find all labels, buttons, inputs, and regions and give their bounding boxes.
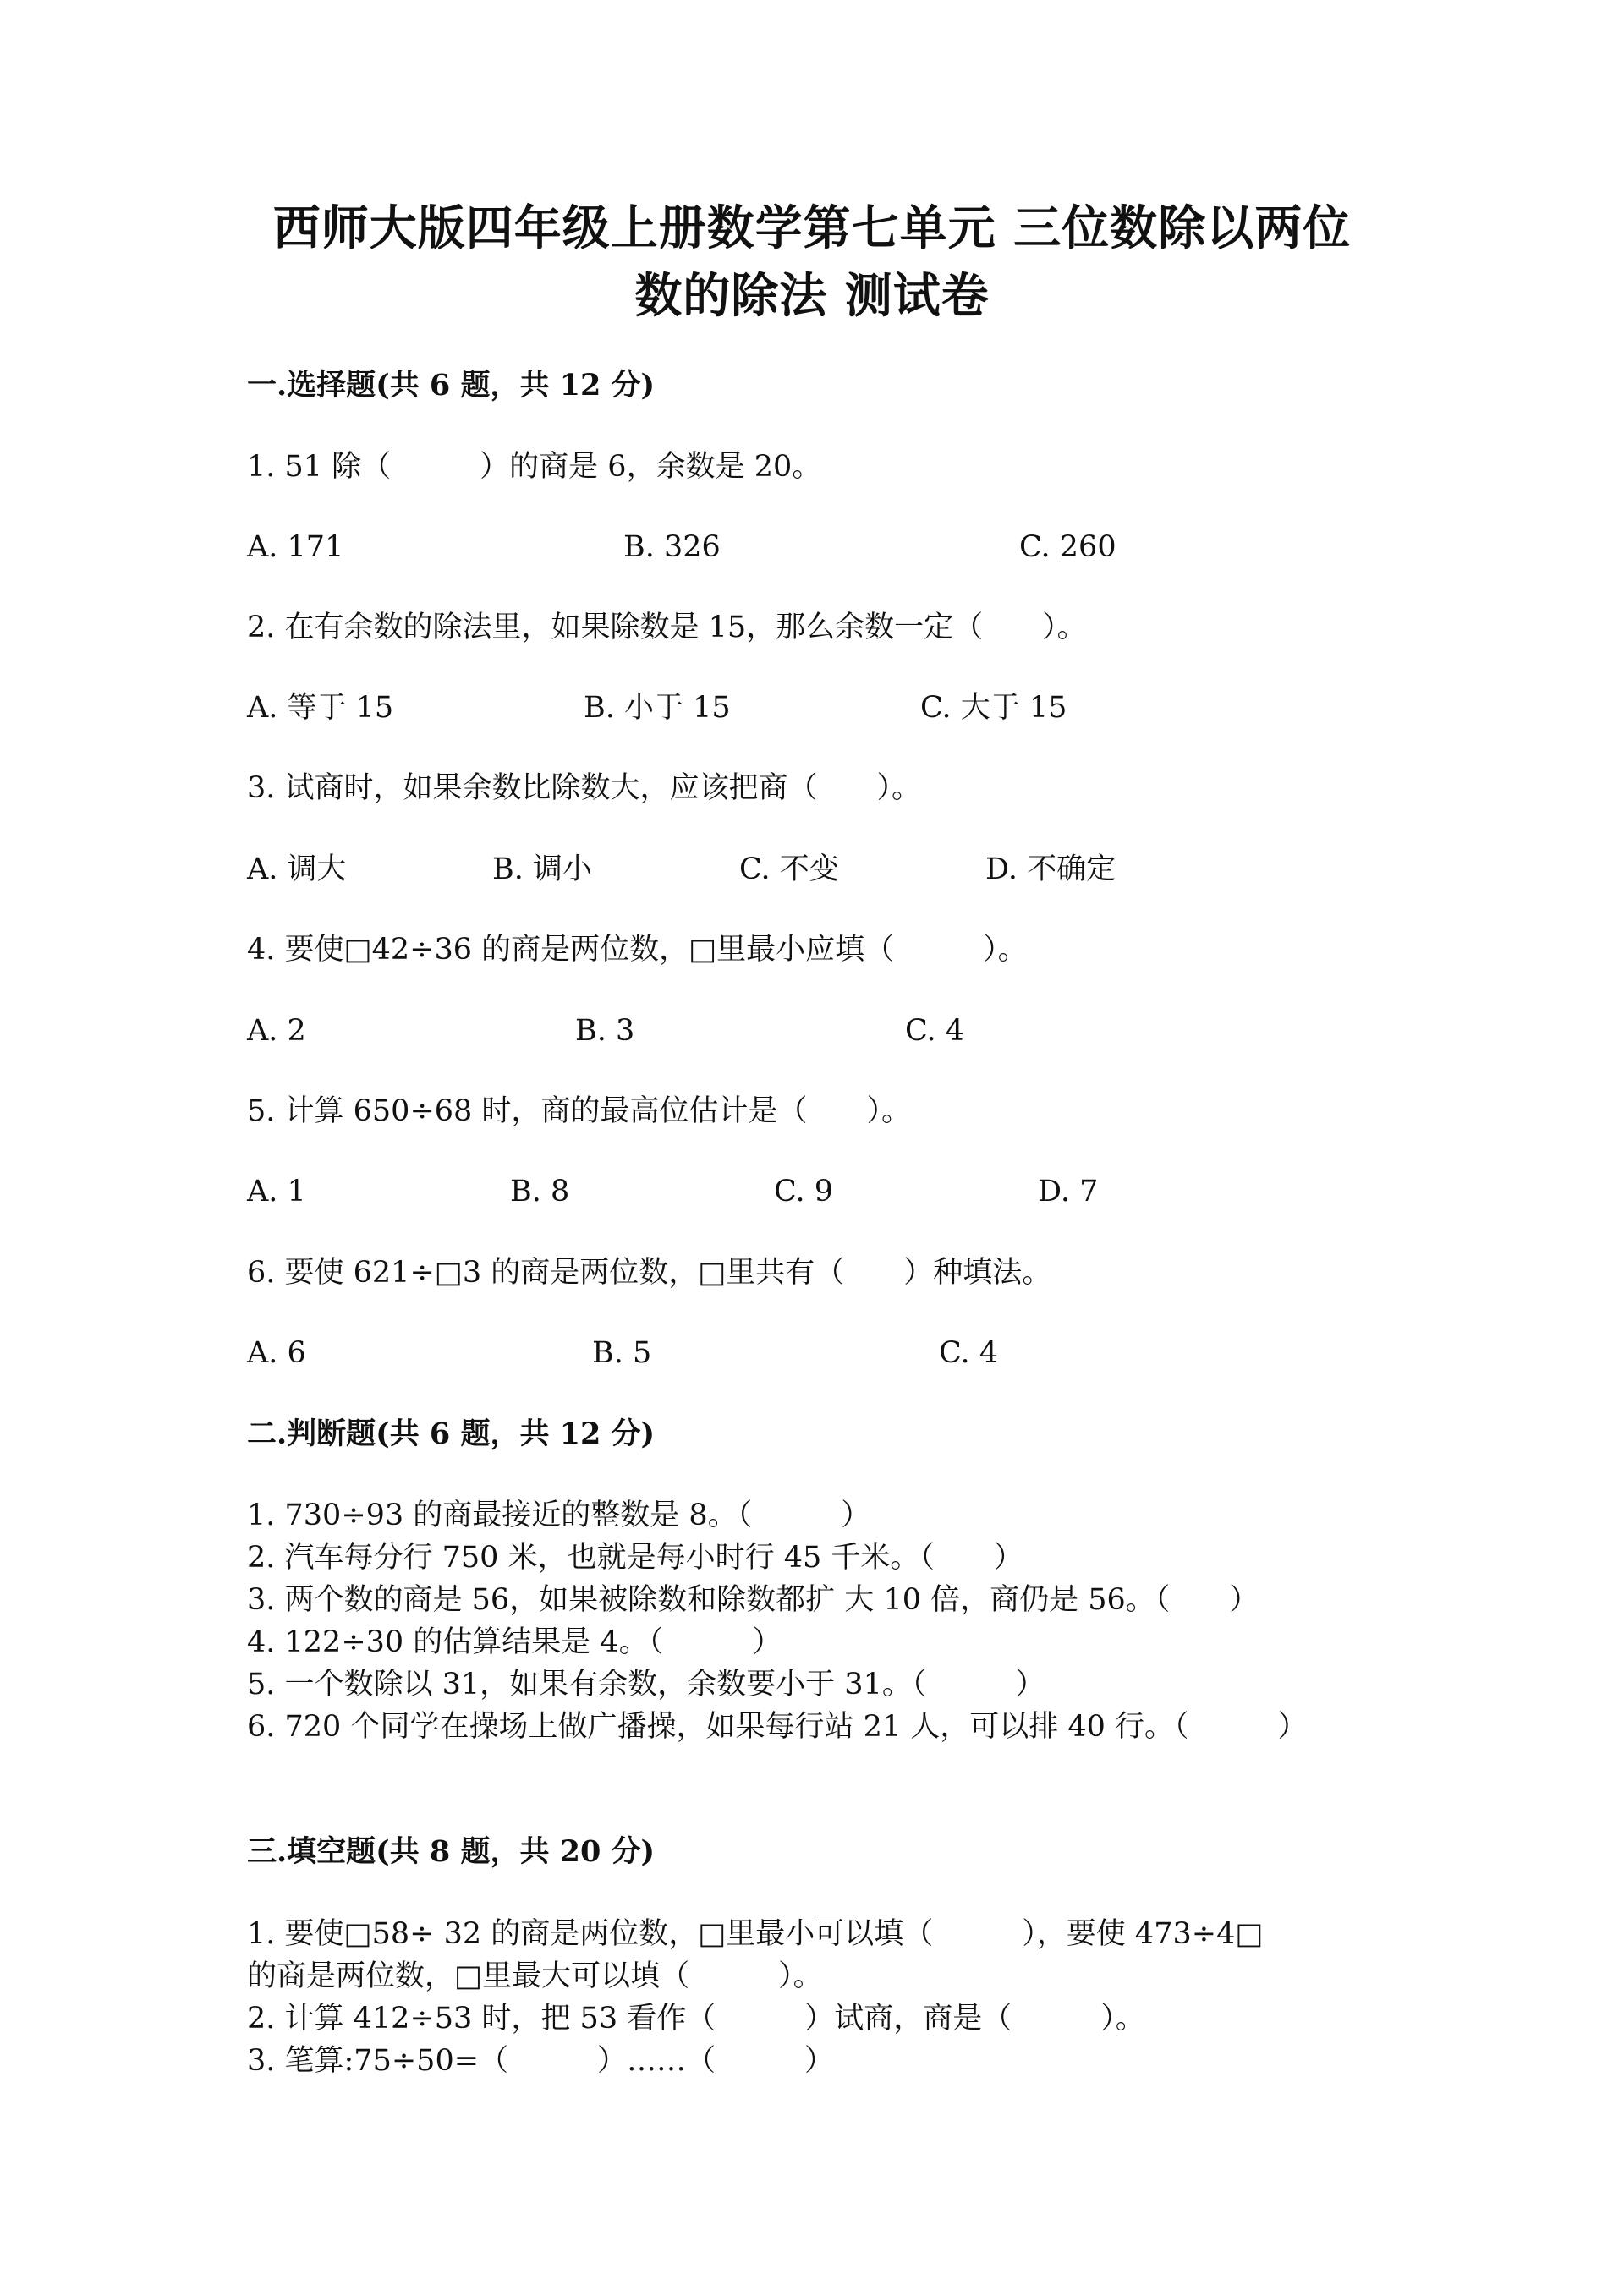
choice-question-2: 2. 在有余数的除法里，如果除数是 15，那么余数一定（ ）。 — [247, 611, 1087, 644]
choice-question-6: 6. 要使 621÷□3 的商是两位数，□里共有（ ）种填法。 — [247, 1256, 1052, 1290]
choice-q5-option-d: D. 7 — [1038, 1175, 1099, 1208]
judgement-question-2: 2. 汽车每分行 750 米，也就是每小时行 45 千米。（ ） — [247, 1541, 1023, 1575]
choice-q2-option-b: B. 小于 15 — [584, 691, 731, 725]
choice-q5-option-b: B. 8 — [510, 1175, 570, 1208]
choice-question-3: 3. 试商时，如果余数比除数大，应该把商（ ）。 — [247, 771, 922, 805]
choice-q5-option-a: A. 1 — [247, 1175, 306, 1208]
choice-q1-option-b: B. 326 — [623, 530, 721, 564]
page-title-line-1: 西师大版四年级上册数学第七单元 三位数除以两位 — [272, 200, 1352, 256]
judgement-question-4: 4. 122÷30 的估算结果是 4。（ ） — [247, 1625, 782, 1659]
fill-question-3: 3. 笔算:75÷50=（ ）……（ ） — [247, 2044, 835, 2078]
page-title-line-2: 数的除法 测试卷 — [634, 268, 990, 324]
choice-q4-option-c: C. 4 — [905, 1014, 965, 1048]
choice-question-5: 5. 计算 650÷68 时，商的最高位估计是（ ）。 — [247, 1094, 911, 1128]
section-heading-choice: 一.选择题(共 6 题，共 12 分) — [247, 368, 656, 403]
choice-q3-option-b: B. 调小 — [492, 852, 592, 886]
judgement-question-1: 1. 730÷93 的商最接近的整数是 8。（ ） — [247, 1499, 871, 1532]
choice-q1-option-a: A. 171 — [247, 530, 344, 564]
fill-question-2: 2. 计算 412÷53 时，把 53 看作（ ）试商，商是（ ）。 — [247, 2002, 1145, 2036]
choice-q6-option-b: B. 5 — [592, 1336, 652, 1370]
choice-q2-option-c: C. 大于 15 — [920, 691, 1067, 725]
fill-question-1-line-2: 的商是两位数，□里最大可以填（ ）。 — [247, 1959, 823, 1993]
choice-q3-option-d: D. 不确定 — [985, 852, 1116, 886]
choice-q3-option-a: A. 调大 — [247, 852, 347, 886]
judgement-question-6: 6. 720 个同学在操场上做广播操，如果每行站 21 人，可以排 40 行。（ ） — [247, 1710, 1308, 1744]
choice-q6-option-a: A. 6 — [247, 1336, 306, 1370]
section-heading-fill-blank: 三.填空题(共 8 题，共 20 分) — [247, 1834, 656, 1869]
fill-question-1-line-1: 1. 要使□58÷ 32 的商是两位数，□里最小可以填（ ），要使 473÷4□ — [247, 1917, 1264, 1951]
choice-q2-option-a: A. 等于 15 — [247, 691, 394, 725]
section-heading-judgement: 二.判断题(共 6 题，共 12 分) — [247, 1417, 656, 1451]
judgement-question-5: 5. 一个数除以 31，如果有余数，余数要小于 31。（ ） — [247, 1668, 1045, 1701]
choice-question-1: 1. 51 除（ ）的商是 6，余数是 20。 — [247, 450, 822, 484]
choice-q5-option-c: C. 9 — [774, 1175, 834, 1208]
choice-question-4: 4. 要使□42÷36 的商是两位数，□里最小应填（ ）。 — [247, 933, 1028, 967]
choice-q4-option-b: B. 3 — [575, 1014, 635, 1048]
judgement-question-3: 3. 两个数的商是 56，如果被除数和除数都扩 大 10 倍，商仍是 56。（ ） — [247, 1583, 1259, 1617]
choice-q3-option-c: C. 不变 — [739, 852, 839, 886]
choice-q1-option-c: C. 260 — [1019, 530, 1116, 564]
choice-q4-option-a: A. 2 — [247, 1014, 306, 1048]
choice-q6-option-c: C. 4 — [939, 1336, 999, 1370]
